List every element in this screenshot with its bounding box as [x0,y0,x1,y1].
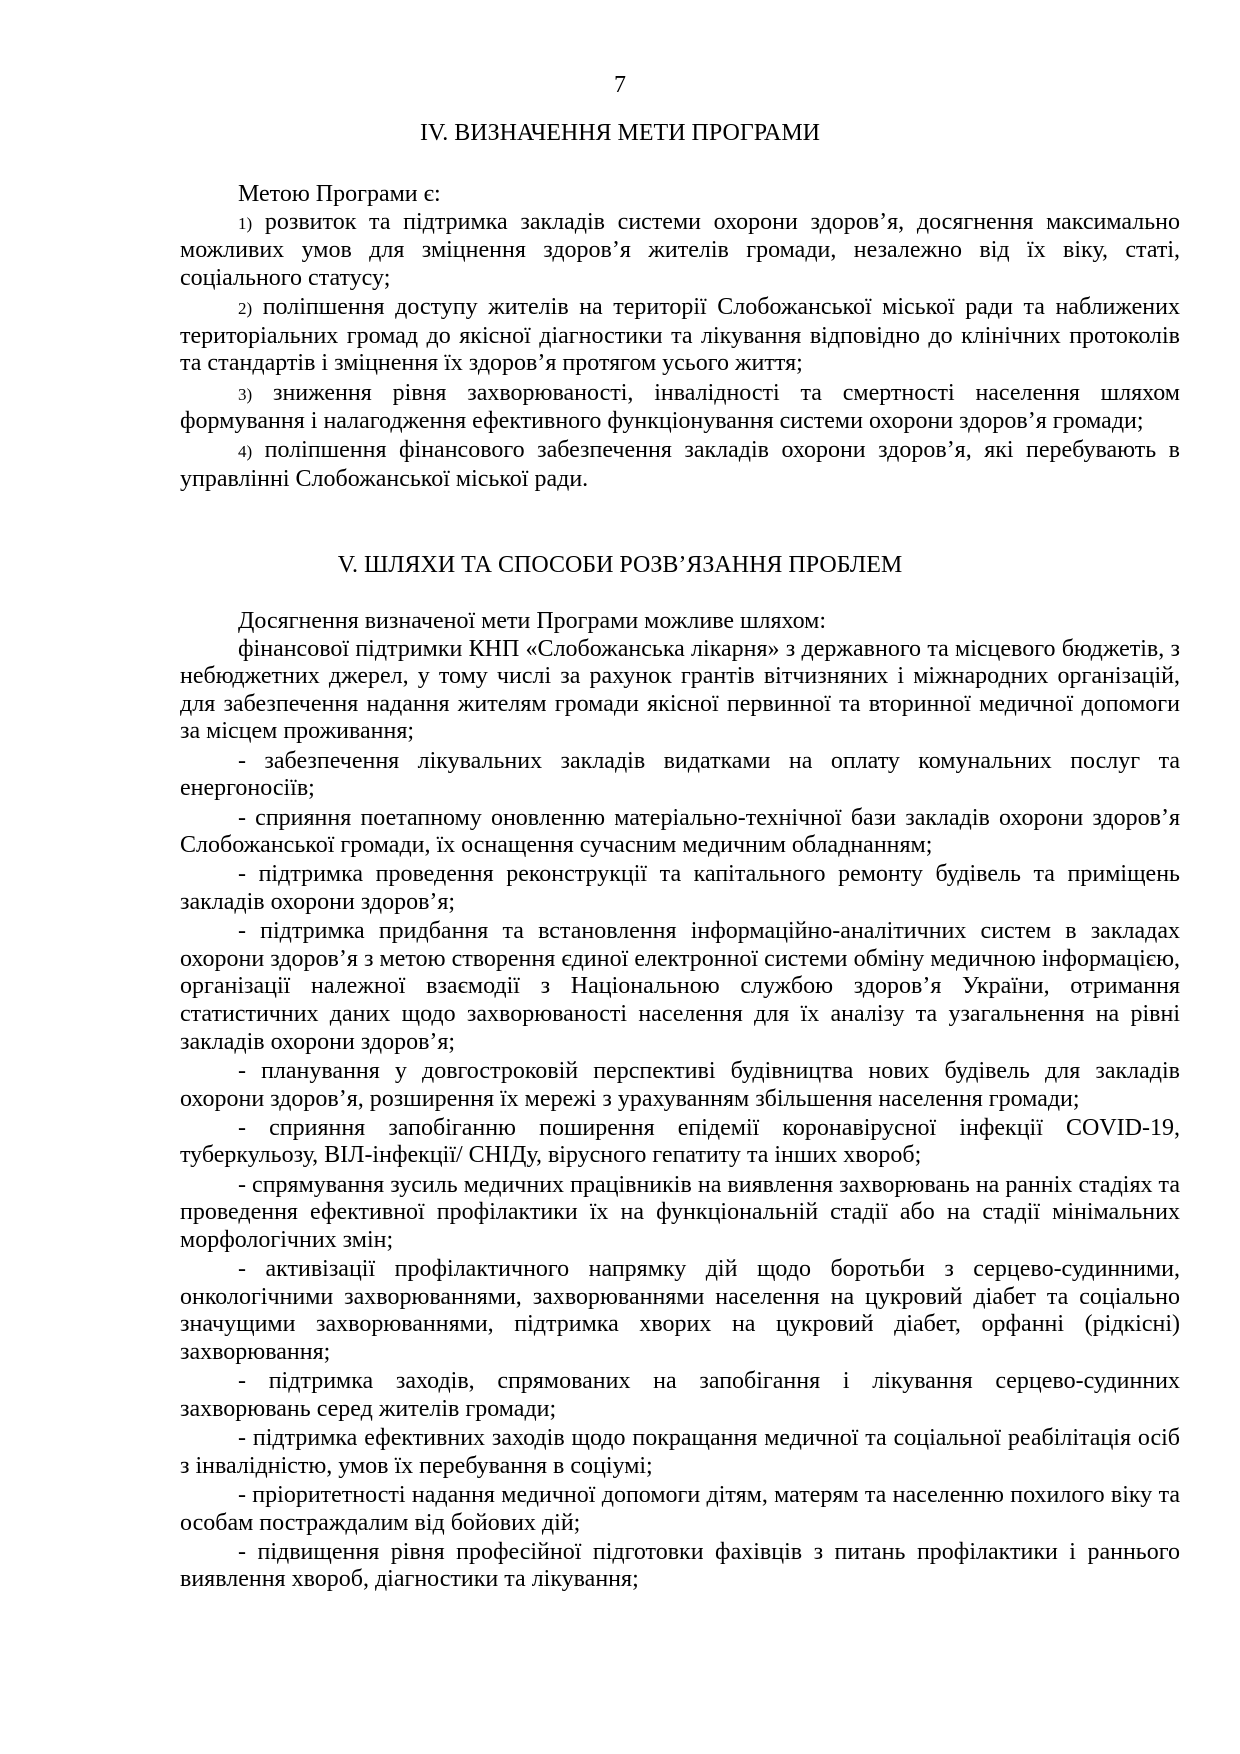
goal-item: 3) зниження рівня захворюваності, інвалідності та смертності населення шляхом формування і налагодження ефективного функціонування системи охорони здоров’я громади; [180,379,1180,435]
measure-item: - забезпечення лікувальних закладів видатками на оплату комунальних послуг та енергоносіїв; [180,747,1180,802]
goal-item: 2) поліпшення доступу жителів на території Слобожанської міської ради та наближених територіальних громад до якісної діагностики та лікування відповідно до клінічних протоколів та стандартів і зміцнення їх здоров’я протягом усього життя; [180,294,1180,377]
measure-item: - підтримка ефективних заходів щодо покращання медичної та соціальної реабілітація осіб з інвалідністю, умов їх перебування в соціумі; [180,1425,1180,1479]
measure-item: - підтримка заходів, спрямованих на запобігання і лікування серцево-судинних захворювань серед жителів громади; [180,1368,1180,1422]
measure-item: - підтримка проведення реконструкції та капітального ремонту будівель та приміщень закладів охорони здоров’я; [180,861,1180,915]
section-5-body [180,608,1180,1596]
measure-item: фінансової підтримки КНП «Слобожанська лікарня» з державного та місцевого бюджетів, з небюджетних джерел, у тому числі за рахунок грантів вітчизняних і міжнародних організацій, для забезпечення надання жителям громади якісної первинної та вторинної медичної допомоги за місцем проживання; [180,635,1180,745]
section-5-intro: Досягнення визначеної мети Програми можливе шляхом: [238,608,826,634]
section-5-title: V. ШЛЯХИ ТА СПОСОБИ РОЗВ’ЯЗАННЯ ПРОБЛЕМ [337,552,903,578]
measure-item: - планування у довгостроковій перспективі будівництва нових будівель для закладів охорони здоров’я, розширення їх мережі з урахуванням збільшення населення громади; [180,1057,1180,1112]
section-4-title: IV. ВИЗНАЧЕННЯ МЕТИ ПРОГРАМИ [420,120,820,146]
measure-item: - підтримка придбання та встановлення інформаційно-аналітичних систем в закладах охорони здоров’я з метою створення єдиної електронної системи обміну медичною інформацією, організації належної взаємодії з Національною службою здоров’я України, отримання статистичних даних щодо захворюваності населення для їх аналізу та узагальнення на рівні закладів охорони здоров’я; [180,918,1180,1055]
measure-item: - сприяння поетапному оновленню матеріально-технічної бази закладів охорони здоров’я Слобожанської громади, їх оснащення сучасним медичним обладнанням; [180,804,1180,859]
measure-item: - пріоритетності надання медичної допомоги дітям, матерям та населенню похилого віку та особам постраждалим від бойових дій; [180,1481,1180,1536]
section-4-body [180,181,1180,495]
measure-item: - сприяння запобіганню поширення епідемії коронавірусної інфекції COVID-19, туберкульозу, ВІЛ-інфекції/ СНІДу, вірусного гепатиту та інших хвороб; [180,1114,1180,1169]
measure-item: - активізації профілактичного напрямку дій щодо боротьби з серцево-судинними, онкологічними захворюваннями, захворюваннями населення на цукровий діабет та соціально значущими захворюваннями, підтримка хворих на цукровий діабет, орфанні (рідкісні) захворювання; [180,1256,1180,1365]
goal-item: 4) поліпшення фінансового забезпечення закладів охорони здоров’я, які перебувають в управлінні Слобожанської міської ради. [180,437,1180,492]
section-4-intro: Метою Програми є: [238,181,441,207]
page-number: 7 [614,72,626,98]
measure-item: - підвищення рівня професійної підготовки фахівців з питань профілактики і раннього виявлення хвороб, діагностики та лікування; [180,1538,1180,1593]
goal-item: 1) розвиток та підтримка закладів системи охорони здоров’я, досягнення максимально можливих умов для зміцнення здоров’я жителів громади, незалежно від їх віку, статі, соціального статусу; [180,208,1180,291]
measure-item: - спрямування зусиль медичних працівників на виявлення захворювань на ранніх стадіях та проведення ефективної профілактики їх на функціональній стадії або на стадії мінімальних морфологічних змін; [180,1171,1180,1253]
